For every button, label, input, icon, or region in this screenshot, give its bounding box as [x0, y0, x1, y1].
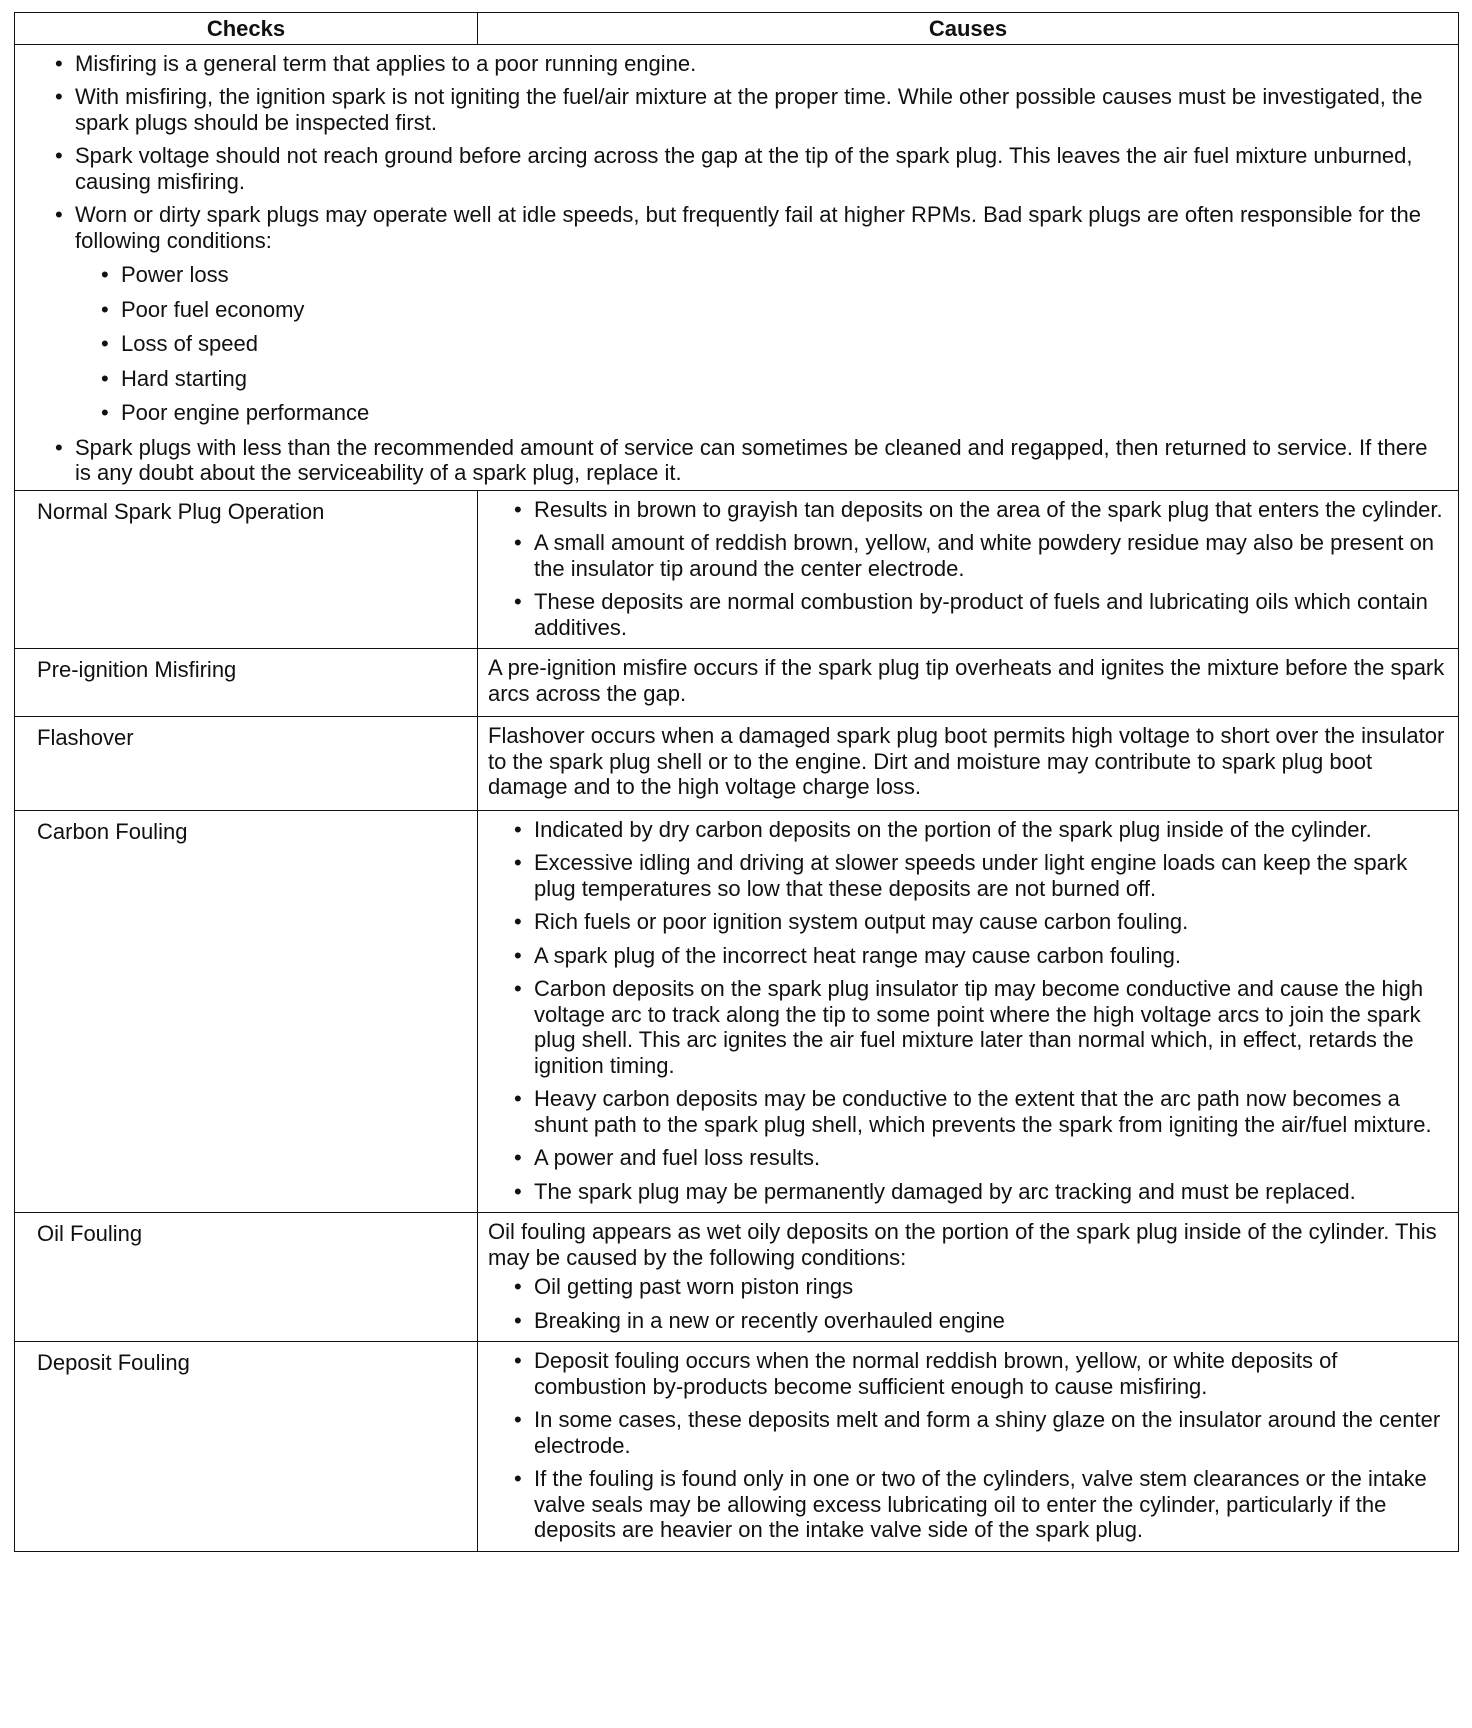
list-item: • These deposits are normal combustion by-product of fuels and lubricating oils which contain additives.: [512, 589, 1446, 640]
list-item: [53, 202, 1446, 426]
cause-text: A pre-ignition misfire occurs if the spark plug tip overheats and ignites the mixture before the spark arcs across the gap.: [488, 655, 1445, 706]
cause-cell: [478, 810, 1459, 1213]
list-item: • Carbon deposits on the spark plug insulator tip may become conductive and cause the high voltage arc to track along the tip to some point where the high voltage arcs to join the spark plug shell. This arc ignites the air fuel mixture later than normal which, in effect, retards the ignition timing.: [512, 976, 1446, 1078]
cause-list: [488, 817, 1446, 1205]
table-row: [15, 649, 1459, 717]
condition-item: • Poor fuel economy: [99, 297, 1446, 323]
cause-text: Oil fouling appears as wet oily deposits on the portion of the spark plug inside of the cylinder. This may be caused by the following conditions:: [488, 1219, 1437, 1270]
cause-list: [488, 1274, 1446, 1333]
cause-cell: [478, 1342, 1459, 1552]
list-item: • Spark voltage should not reach ground before arcing across the gap at the tip of the spark plug. This leaves the air fuel mixture unburned, causing misfiring.: [53, 143, 1446, 194]
condition-item: • Loss of speed: [99, 331, 1446, 357]
cause-cell: [478, 490, 1459, 649]
list-item: • Heavy carbon deposits may be conductive to the extent that the arc path now becomes a shunt path to the spark plug shell, which prevents the spark from igniting the air/fuel mixture.: [512, 1086, 1446, 1137]
check-cell: Normal Spark Plug Operation: [15, 490, 478, 649]
list-item: • A power and fuel loss results.: [512, 1145, 1446, 1171]
condition-item: • Poor engine performance: [99, 400, 1446, 426]
list-item: • If the fouling is found only in one or two of the cylinders, valve stem clearances or the intake valve seals may be allowing excess lubricating oil to enter the cylinder, particularly if the deposits are heavier on the intake valve side of the spark plug.: [512, 1466, 1446, 1543]
list-item: • Oil getting past worn piston rings: [512, 1274, 1446, 1300]
list-item-text: Worn or dirty spark plugs may operate well at idle speeds, but frequently fail at higher RPMs. Bad spark plugs are often responsible for the following conditions:: [75, 202, 1421, 253]
header-causes: Causes: [478, 13, 1459, 45]
list-item: • Results in brown to grayish tan deposits on the area of the spark plug that enters the cylinder.: [512, 497, 1446, 523]
diagnosis-table: [14, 12, 1459, 1552]
list-item: • Rich fuels or poor ignition system output may cause carbon fouling.: [512, 909, 1446, 935]
intro-row: [15, 44, 1459, 490]
document-page: [14, 12, 1458, 1552]
intro-cell: [15, 44, 1459, 490]
list-item: • The spark plug may be permanently damaged by arc tracking and must be replaced.: [512, 1179, 1446, 1205]
condition-item: • Power loss: [99, 262, 1446, 288]
cause-list: [488, 497, 1446, 641]
list-item: • Excessive idling and driving at slower speeds under light engine loads can keep the spark plug temperatures so low that these deposits are not burned off.: [512, 850, 1446, 901]
list-item: • With misfiring, the ignition spark is not igniting the fuel/air mixture at the proper time. While other possible causes must be investigated, the spark plugs should be inspected first.: [53, 84, 1446, 135]
check-cell: Carbon Fouling: [15, 810, 478, 1213]
conditions-list: [75, 262, 1446, 426]
table-row: [15, 717, 1459, 811]
cause-cell: [478, 717, 1459, 811]
table-row: [15, 1342, 1459, 1552]
cause-text: Flashover occurs when a damaged spark plug boot permits high voltage to short over the insulator to the spark plug shell or to the engine. Dirt and moisture may contribute to spark plug boot damage and to the high voltage charge loss.: [488, 723, 1445, 799]
check-cell: Pre-ignition Misfiring: [15, 649, 478, 717]
table-row: [15, 1213, 1459, 1342]
cause-cell: [478, 649, 1459, 717]
condition-item: • Hard starting: [99, 366, 1446, 392]
list-item: • A spark plug of the incorrect heat range may cause carbon fouling.: [512, 943, 1446, 969]
table-row: [15, 490, 1459, 649]
header-row: [15, 13, 1459, 45]
check-cell: Deposit Fouling: [15, 1342, 478, 1552]
list-item: • A small amount of reddish brown, yellow, and white powdery residue may also be present on the insulator tip around the center electrode.: [512, 530, 1446, 581]
list-item: • Breaking in a new or recently overhauled engine: [512, 1308, 1446, 1334]
list-item: • Deposit fouling occurs when the normal reddish brown, yellow, or white deposits of combustion by-products become sufficient enough to cause misfiring.: [512, 1348, 1446, 1399]
table-row: [15, 810, 1459, 1213]
intro-list: [53, 51, 1446, 486]
list-item: • Indicated by dry carbon deposits on the portion of the spark plug inside of the cylinder.: [512, 817, 1446, 843]
list-item: • Spark plugs with less than the recommended amount of service can sometimes be cleaned and regapped, then returned to service. If there is any doubt about the serviceability of a spark plug, replace it.: [53, 435, 1446, 486]
header-checks: Checks: [15, 13, 478, 45]
list-item: • In some cases, these deposits melt and form a shiny glaze on the insulator around the center electrode.: [512, 1407, 1446, 1458]
check-cell: Oil Fouling: [15, 1213, 478, 1342]
cause-cell: [478, 1213, 1459, 1342]
check-cell: Flashover: [15, 717, 478, 811]
cause-list: [488, 1348, 1446, 1543]
list-item: • Misfiring is a general term that applies to a poor running engine.: [53, 51, 1446, 77]
